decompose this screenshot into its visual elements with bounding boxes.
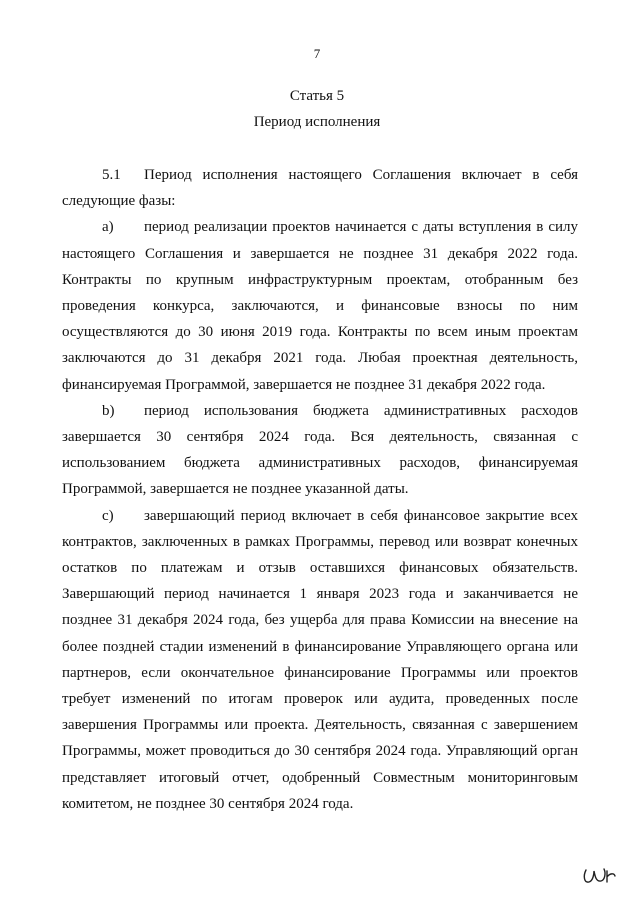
- clause-b: [62, 398, 578, 503]
- clause-c: [62, 503, 578, 817]
- article-body: [62, 162, 578, 817]
- clause-5-1: [62, 162, 578, 214]
- article-number: Статья 5: [289, 88, 345, 104]
- clause-a: [62, 214, 578, 397]
- clause-text: период использования бюджета административных расходов завершается 30 сентября 2024 года. Вся деятельность, связанная с использованием бюджета административных расходов, финансируемая Программой, завершается не позднее указанной даты.: [62, 402, 578, 498]
- clause-text: период реализации проектов начинается с даты вступления в силу настоящего Соглашения и завершается не позднее 31 декабря 2022 года. Контракты по крупным инфраструктурным проектам, отобранным без проведения конкурса, заключаются, и финансовые взносы по ним осуществляются до 30 июня 2019 года. Контракты по всем иным проектам заключаются до 31 декабря 2021 года. Любая проектная деятельность, финансируемая Программой, завершается не позднее 31 декабря 2022 года.: [62, 219, 578, 393]
- clause-marker: c): [102, 507, 114, 524]
- handwritten-initials: [580, 862, 620, 888]
- article-title: Период исполнения: [253, 114, 381, 130]
- page-number: 7: [313, 46, 321, 61]
- clause-marker: a): [102, 219, 114, 236]
- clause-marker: b): [102, 402, 115, 419]
- clause-marker: 5.1: [102, 167, 121, 183]
- clause-text: Период исполнения настоящего Соглашения включает в себя следующие фазы:: [62, 167, 578, 210]
- clause-text: завершающий период включает в себя финансовое закрытие всех контрактов, заключенных в рамках Программы, перевод или возврат конечных остатков по платежам и отзыв оставшихся финансовых обязательств. Завершающий период начинается 1 января 2023 года и заканчивается не позднее 31 декабря 2024 года, без ущерба для права Комиссии на внесение на более поздней стадии изменений в финансирование Управляющего органа или партнеров, если окончательное финансирование Программы или проектов требует изменений по итогам проверок или аудита, проведенных после завершения Программы или проекта. Деятельность, связанная с завершением Программы, может проводиться до 30 сентября 2024 года. Управляющий орган представляет итоговый отчет, одобренный Совместным мониторинговым комитетом, не позднее 30 сентября 2024 года.: [62, 507, 578, 812]
